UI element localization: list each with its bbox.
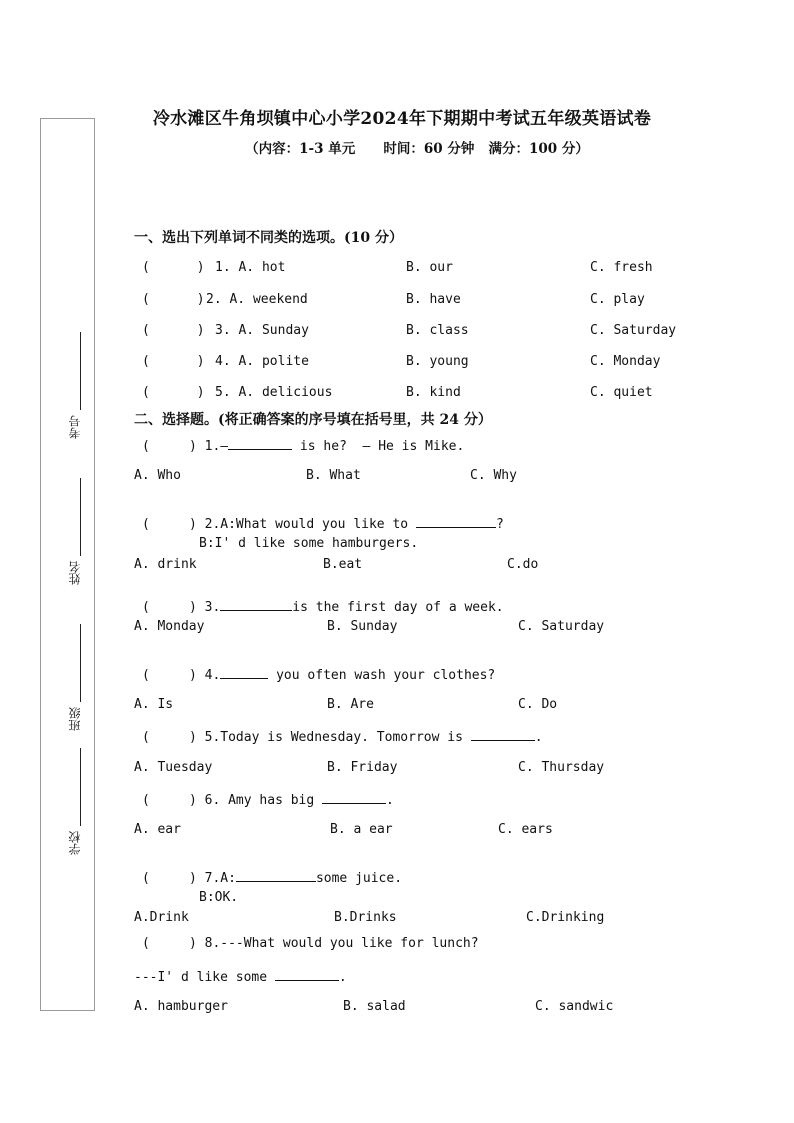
question-4 [142, 666, 495, 683]
reply-text: ---I' d like some [134, 970, 275, 985]
school-label: 学校 [68, 831, 82, 855]
option-c: C. play [590, 292, 645, 307]
question-text-end: . [386, 793, 394, 808]
exam-number-field [66, 332, 84, 442]
answer-bracket[interactable]: ( ) [142, 260, 205, 275]
answer-bracket[interactable]: ( ) [142, 292, 205, 307]
question-6 [142, 791, 394, 808]
question-text: 2.A:What would you like to [204, 517, 416, 532]
exam-title: 冷水滩区牛角坝镇中心小学2024年下期期中考试五年级英语试卷 [152, 109, 652, 129]
school-field [66, 748, 84, 858]
option-c: C.do [507, 557, 539, 572]
question-7 [142, 869, 402, 886]
option-a: 2. A. weekend [206, 292, 308, 307]
answer-bracket[interactable]: ( ) [142, 439, 197, 454]
question-text-end: . [534, 730, 543, 745]
option-b: B. Are [327, 697, 374, 712]
option-b: B.Drinks [334, 910, 397, 925]
answer-bracket[interactable]: ( ) [142, 668, 197, 683]
option-c: C. Saturday [518, 619, 605, 634]
school-line[interactable] [80, 748, 81, 826]
fill-blank[interactable] [228, 437, 292, 450]
fill-blank[interactable] [275, 968, 339, 981]
question-text: 1.— [204, 439, 229, 454]
question-text: 8.---What would you like for lunch? [204, 936, 479, 951]
fill-blank[interactable] [220, 598, 292, 611]
fill-blank[interactable] [416, 515, 496, 528]
section2-heading: 二、选择题。(将正确答案的序号填在括号里，共 24 分） [134, 412, 492, 428]
question-text-end: you often wash your clothes? [268, 668, 496, 683]
option-a: A.Drink [134, 910, 189, 925]
question-2 [142, 515, 504, 532]
option-a: A. Monday [134, 619, 205, 634]
exam-number-line[interactable] [80, 332, 81, 410]
question-text-end: ? [495, 517, 504, 532]
answer-bracket[interactable]: ( ) [142, 385, 205, 400]
answer-bracket[interactable]: ( ) [142, 354, 205, 369]
question-2-reply: B:I' d like some hamburgers. [199, 536, 419, 551]
option-b: B. class [406, 323, 469, 338]
option-b: B.eat [323, 557, 363, 572]
option-b: B. young [406, 354, 469, 369]
option-c: C.Drinking [526, 910, 605, 925]
option-a: A. Who [134, 468, 181, 483]
question-8 [142, 936, 479, 951]
option-b: B. our [406, 260, 453, 275]
option-a: A. Tuesday [134, 760, 213, 775]
class-line[interactable] [80, 624, 81, 702]
question-1 [142, 437, 464, 454]
answer-bracket[interactable]: ( ) [142, 517, 197, 532]
answer-bracket[interactable]: ( ) [142, 600, 197, 615]
option-c: C. quiet [590, 385, 653, 400]
question-5 [142, 728, 543, 745]
option-a: A. ear [134, 822, 181, 837]
class-label: 班级 [68, 707, 82, 731]
name-field [66, 478, 84, 588]
option-b: B. salad [343, 999, 406, 1014]
option-b: B. What [306, 468, 361, 483]
option-a: 1. A. hot [215, 260, 286, 275]
option-b: B. kind [406, 385, 461, 400]
fill-blank[interactable] [236, 869, 316, 882]
option-c: C. Thursday [518, 760, 605, 775]
option-c: C. fresh [590, 260, 653, 275]
question-text-end: is the first day of a week. [292, 600, 504, 615]
exam-subtitle: （内容：1-3 单元 时间：60 分钟 满分：100 分） [245, 141, 589, 157]
option-b: B. a ear [330, 822, 393, 837]
answer-bracket[interactable]: ( ) [142, 936, 197, 951]
question-text: 3. [204, 600, 221, 615]
option-b: B. have [406, 292, 461, 307]
answer-bracket[interactable]: ( ) [142, 793, 197, 808]
answer-bracket[interactable]: ( ) [142, 730, 197, 745]
question-7-reply: B:OK. [199, 890, 239, 905]
option-a: 3. A. Sunday [215, 323, 309, 338]
question-8-reply [134, 968, 347, 985]
question-text: 5.Today is Wednesday. Tomorrow is [204, 730, 471, 745]
question-text-end: is he? — He is Mike. [292, 439, 465, 454]
question-text: 7.A: [204, 871, 236, 886]
option-c: C. Saturday [590, 323, 677, 338]
option-b: B. Sunday [327, 619, 398, 634]
option-c: C. Do [518, 697, 558, 712]
answer-bracket[interactable]: ( ) [142, 323, 205, 338]
section1-heading: 一、选出下列单词不同类的选项。(10 分） [134, 230, 403, 246]
name-line[interactable] [80, 478, 81, 556]
class-field [66, 624, 84, 734]
option-a: 4. A. polite [215, 354, 309, 369]
option-c: C. ears [498, 822, 553, 837]
name-label: 姓名 [68, 561, 82, 585]
question-text: 4. [204, 668, 221, 683]
option-a: A. Is [134, 697, 174, 712]
option-a: A. hamburger [134, 999, 228, 1014]
fill-blank[interactable] [220, 666, 268, 679]
reply-text-end: . [338, 970, 347, 985]
option-c: C. Monday [590, 354, 661, 369]
option-a: A. drink [134, 557, 197, 572]
exam-number-label: 考号 [68, 415, 82, 439]
answer-bracket[interactable]: ( ) [142, 871, 197, 886]
option-c: C. sandwic [535, 999, 614, 1014]
fill-blank[interactable] [322, 791, 386, 804]
question-3 [142, 598, 504, 615]
fill-blank[interactable] [471, 728, 535, 741]
option-c: C. Why [470, 468, 517, 483]
option-b: B. Friday [327, 760, 398, 775]
question-text-end: some juice. [315, 871, 403, 886]
question-text: 6. Amy has big [204, 793, 323, 808]
option-a: 5. A. delicious [215, 385, 333, 400]
